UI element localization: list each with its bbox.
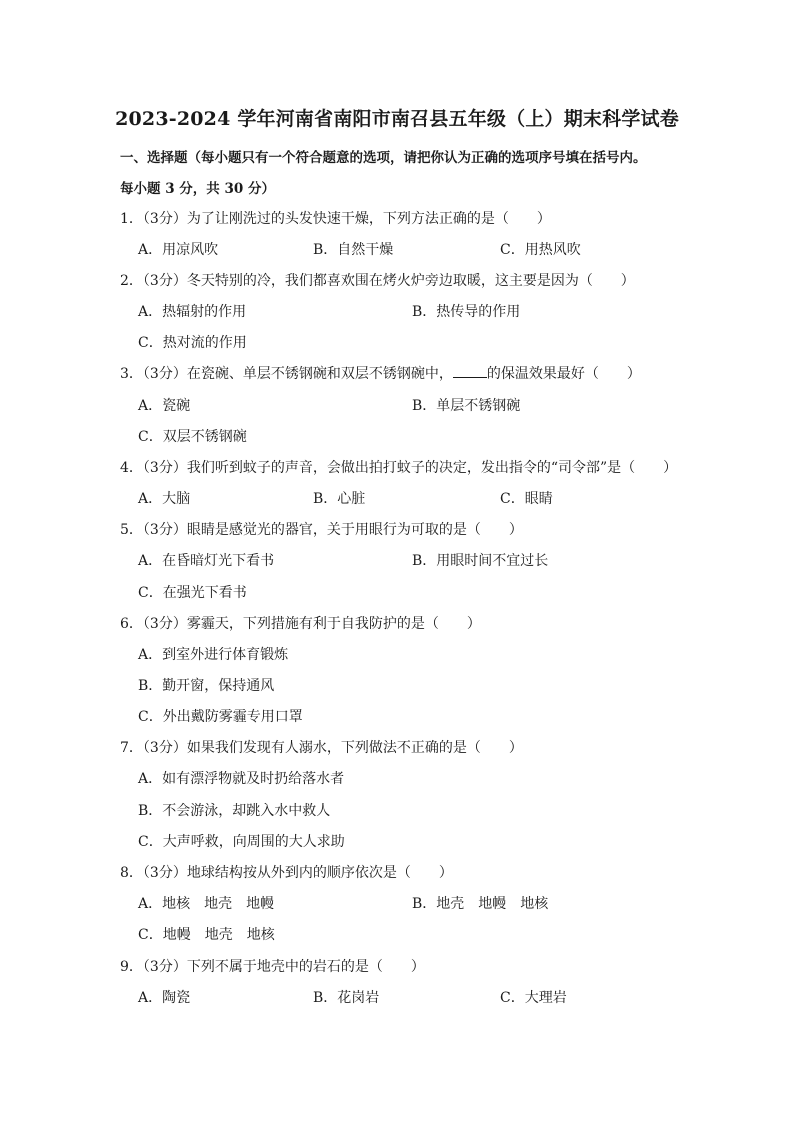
question-2-option-a: A．热辐射的作用: [138, 304, 247, 320]
question-1-option-b: B．自然干燥: [313, 242, 394, 258]
question-9-option-c: C．大理岩: [500, 990, 567, 1006]
question-6-option-c: C．外出戴防雾霾专用口罩: [138, 709, 303, 725]
question-8-option-c: C．地幔 地壳 地核: [138, 927, 275, 943]
question-3-option-c: C．双层不锈钢碗: [138, 429, 247, 445]
answer-blank: [453, 365, 487, 378]
question-6-option-a: A．到室外进行体育锻炼: [138, 647, 289, 663]
question-7-option-a: A．如有漂浮物就及时扔给落水者: [138, 771, 345, 787]
question-3-option-a: A．瓷碗: [138, 398, 191, 414]
question-4-option-a: A．大脑: [138, 491, 191, 507]
question-1-option-c: C．用热风吹: [500, 242, 581, 258]
question-5-option-b: B．用眼时间不宜过长: [412, 553, 549, 569]
question-1-option-a: A．用凉风吹: [138, 242, 219, 258]
question-8-option-a: A．地核 地壳 地幔: [138, 896, 275, 912]
question-6-stem: 6．（3分）雾霾天，下列措施有利于自我防护的是（ ）: [120, 616, 481, 632]
question-2-stem: 2．（3分）冬天特别的冷，我们都喜欢围在烤火炉旁边取暖，这主要是因为（ ）: [120, 273, 635, 289]
exam-title: 2023-2024 学年河南省南阳市南召县五年级（上）期末科学试卷: [115, 108, 679, 130]
section-header-line-1: 一、选择题（每小题只有一个符合题意的选项，请把你认为正确的选项序号填在括号内。: [120, 150, 647, 166]
question-3-stem-before: 3．（3分）在瓷碗、单层不锈钢碗和双层不锈钢碗中，: [120, 366, 453, 382]
question-4-option-c: C．眼睛: [500, 491, 553, 507]
question-7-option-b: B．不会游泳，却跳入水中救人: [138, 803, 331, 819]
question-5-stem: 5．（3分）眼睛是感觉光的器官，关于用眼行为可取的是（ ）: [120, 522, 523, 538]
question-3-option-b: B．单层不锈钢碗: [412, 398, 521, 414]
question-8-option-b: B．地壳 地幔 地核: [412, 896, 549, 912]
question-4-stem: 4．（3分）我们听到蚊子的声音，会做出拍打蚊子的决定，发出指令的“司令部”是（ ）: [120, 460, 678, 476]
question-1-stem: 1．（3分）为了让刚洗过的头发快速干燥，下列方法正确的是（ ）: [120, 211, 551, 227]
question-4-option-b: B．心脏: [313, 491, 366, 507]
question-3-stem-after: 的保温效果最好（ ）: [486, 366, 641, 382]
question-9-option-b: B．花岗岩: [313, 990, 380, 1006]
question-2-option-b: B．热传导的作用: [412, 304, 521, 320]
question-5-option-a: A．在昏暗灯光下看书: [138, 553, 275, 569]
question-6-option-b: B．勤开窗，保持通风: [138, 678, 275, 694]
question-8-stem: 8．（3分）地球结构按从外到内的顺序依次是（ ）: [120, 865, 453, 881]
question-2-option-c: C．热对流的作用: [138, 335, 247, 351]
question-7-stem: 7．（3分）如果我们发现有人溺水，下列做法不正确的是（ ）: [120, 740, 523, 756]
question-7-option-c: C．大声呼救，向周围的大人求助: [138, 834, 345, 850]
question-3-stem: [120, 363, 641, 383]
question-9-stem: 9．（3分）下列不属于地壳中的岩石的是（ ）: [120, 959, 425, 975]
question-9-option-a: A．陶瓷: [138, 990, 191, 1006]
section-header-line-2: 每小题 3 分，共 30 分）: [120, 181, 275, 197]
question-5-option-c: C．在强光下看书: [138, 585, 247, 601]
